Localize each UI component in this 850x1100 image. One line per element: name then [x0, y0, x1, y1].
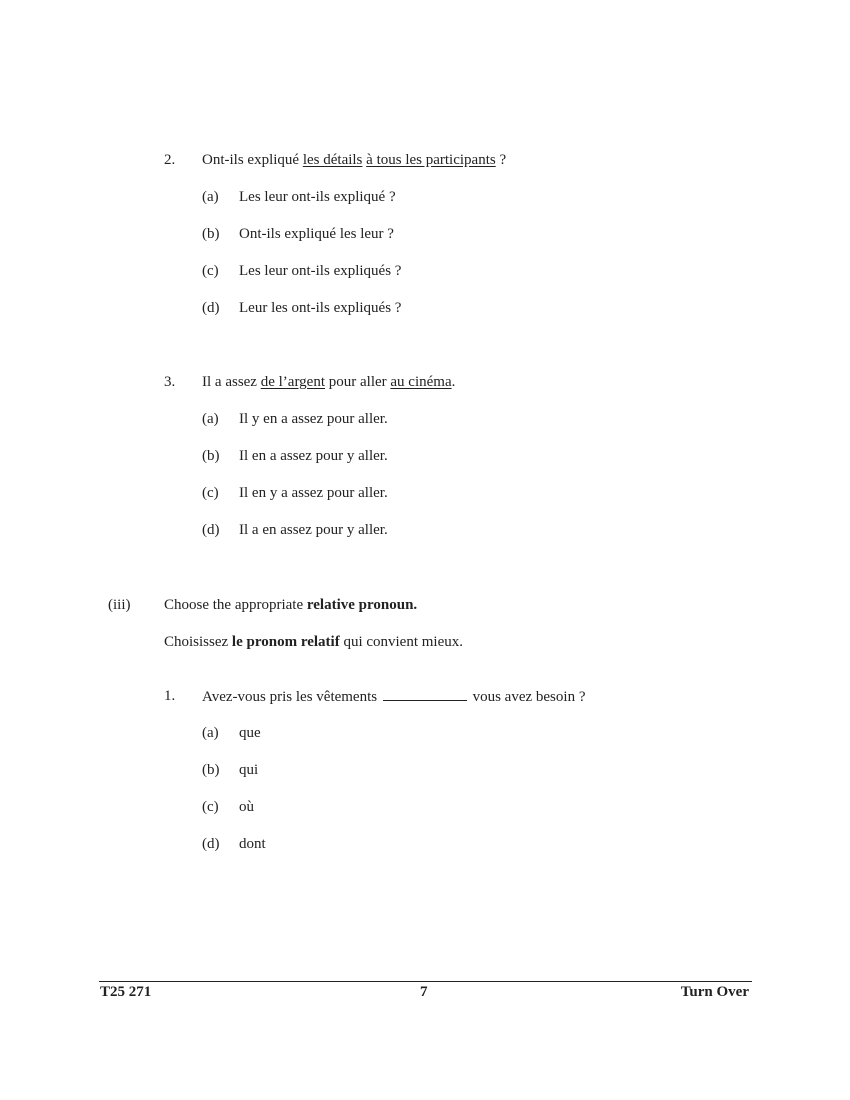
question-3-number: 3.	[164, 374, 176, 390]
q1-option-label-b: (b)	[202, 762, 220, 778]
question-1-stem	[202, 687, 585, 706]
section-iii-numeral: (iii)	[108, 597, 131, 613]
section-iii-instruction-fr	[164, 633, 463, 651]
q3-option-label-b: (b)	[202, 448, 220, 464]
footer-code: T25 271	[100, 984, 152, 1000]
q2-option-label-c: (c)	[202, 263, 219, 279]
q2-option-text-a: Les leur ont-ils expliqué ?	[239, 189, 396, 205]
q2-option-text-c: Les leur ont-ils expliqués ?	[239, 263, 402, 279]
q3-option-label-c: (c)	[202, 485, 219, 501]
question-3-stem	[202, 373, 455, 391]
instruction-fr-post: qui convient mieux.	[343, 634, 463, 650]
q2-option-label-d: (d)	[202, 300, 220, 316]
q3-option-label-d: (d)	[202, 522, 220, 538]
section-iii-instruction-en	[164, 596, 417, 614]
footer-page-number: 7	[420, 984, 428, 1000]
q3-option-text-b: Il en a assez pour y aller.	[239, 448, 388, 464]
question-2-number: 2.	[164, 152, 176, 168]
q3-option-text-a: Il y en a assez pour aller.	[239, 411, 388, 427]
instruction-fr-bold: le pronom relatif	[231, 634, 340, 650]
answer-blank	[383, 687, 467, 701]
question-2-stem-post: ?	[499, 152, 507, 168]
footer-turn-over: Turn Over	[680, 984, 749, 1000]
q1-option-text-c: où	[239, 799, 254, 815]
q3-option-text-c: Il en y a assez pour aller.	[239, 485, 388, 501]
q1-option-text-d: dont	[239, 836, 266, 852]
q1-option-label-d: (d)	[202, 836, 220, 852]
instruction-fr-text: Choisissez	[164, 634, 229, 650]
q2-option-text-d: Leur les ont-ils expliqués ?	[239, 300, 402, 316]
question-3-underlined-place: au cinéma	[390, 374, 452, 390]
question-2-stem	[202, 151, 506, 169]
question-1-number: 1.	[164, 688, 176, 704]
q1-option-text-a: que	[239, 725, 261, 741]
question-3-underlined-object: de l’argent	[260, 374, 325, 390]
q1-option-label-c: (c)	[202, 799, 219, 815]
question-2-underlined-object: les détails	[302, 152, 363, 168]
q3-option-text-d: Il a en assez pour y aller.	[239, 522, 388, 538]
q1-option-label-a: (a)	[202, 725, 219, 741]
question-3-stem-pre: Il a assez	[202, 374, 257, 390]
question-1-stem-pre: Avez-vous pris les vêtements	[202, 689, 378, 705]
q2-option-text-b: Ont-ils expliqué les leur ?	[239, 226, 394, 242]
question-3-stem-post: .	[451, 374, 456, 390]
q3-option-label-a: (a)	[202, 411, 219, 427]
q2-option-label-a: (a)	[202, 189, 219, 205]
q1-option-text-b: qui	[239, 762, 259, 778]
question-2-stem-pre: Ont-ils expliqué	[202, 152, 300, 168]
instruction-en-bold: relative pronoun.	[306, 597, 418, 613]
instruction-en-text: Choose the appropriate	[164, 597, 304, 613]
q2-option-label-b: (b)	[202, 226, 220, 242]
question-2-underlined-indirect: à tous les participants	[366, 152, 496, 168]
question-1-stem-post: vous avez besoin ?	[472, 689, 586, 705]
footer-rule	[99, 981, 752, 982]
question-3-stem-mid: pour aller	[328, 374, 387, 390]
